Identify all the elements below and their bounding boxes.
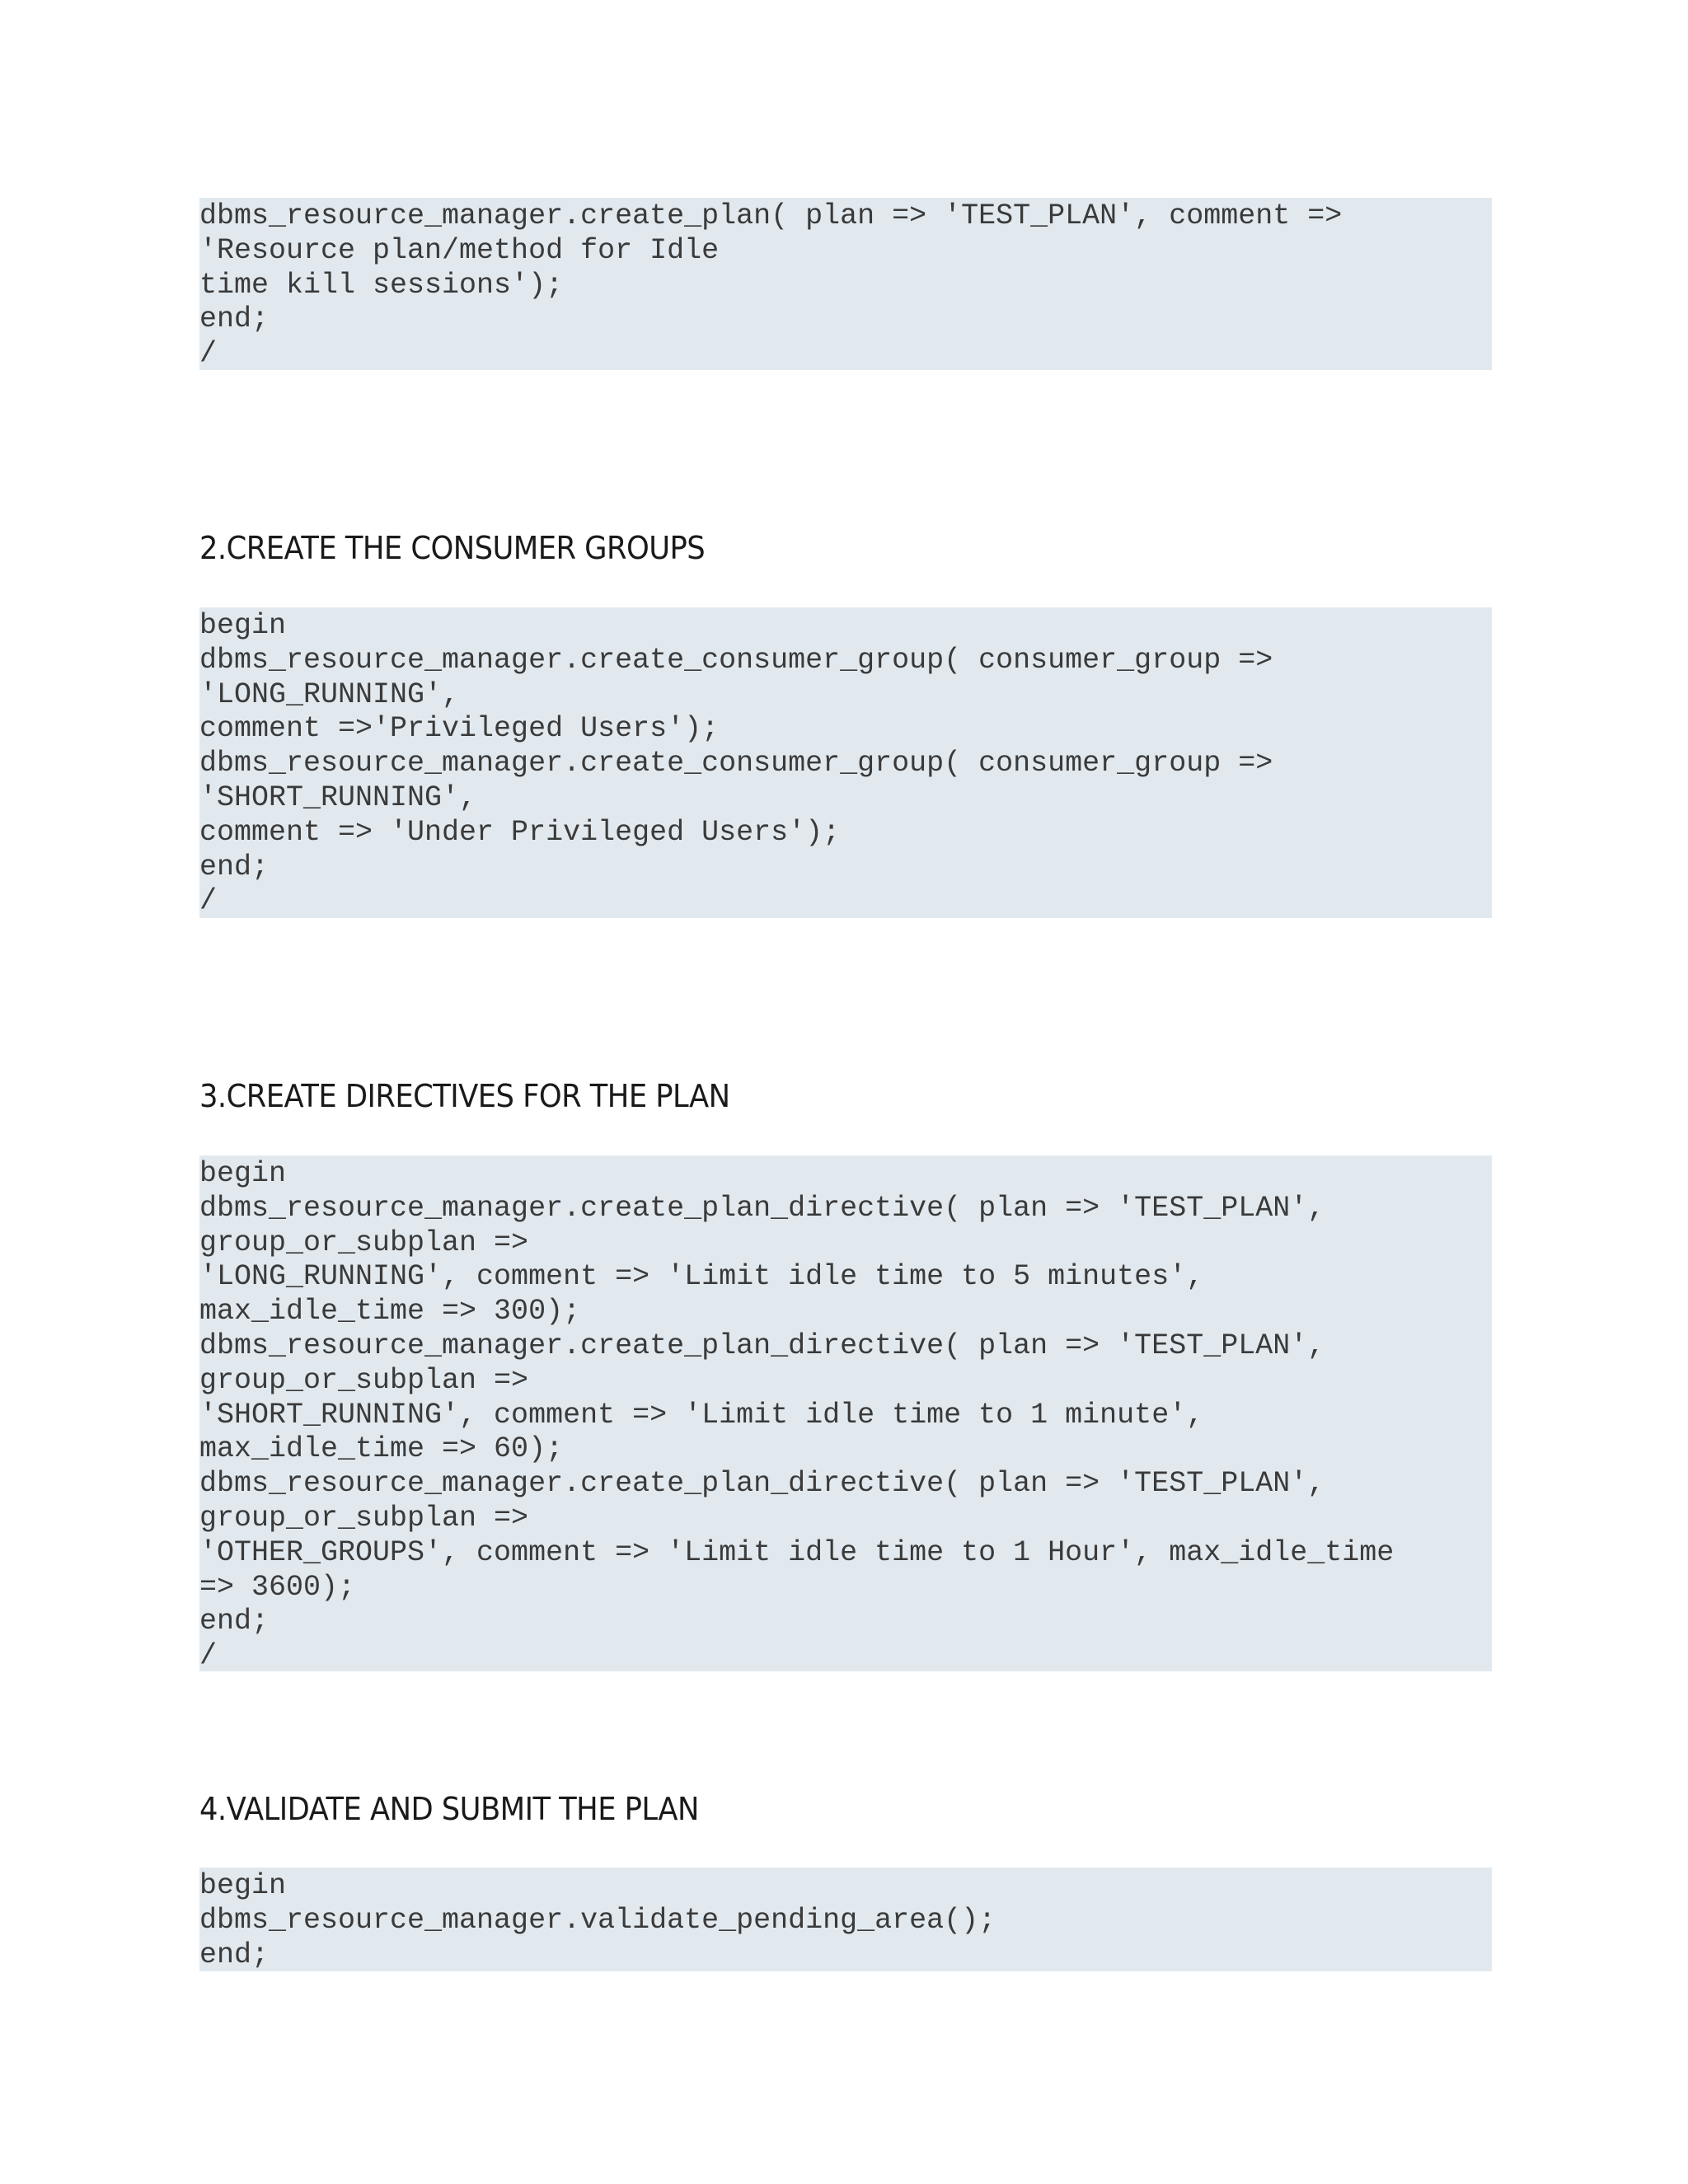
code-line: dbms_resource_manager.create_plan_directive( plan => 'TEST_PLAN', xyxy=(199,1467,1325,1501)
code-line: end; xyxy=(199,1605,270,1638)
code-line: 'Resource plan/method for Idle xyxy=(199,233,720,267)
code-line: / xyxy=(199,337,218,371)
code-line: end; xyxy=(199,1938,270,1971)
code-block-plan-directives xyxy=(199,1155,1492,1671)
code-line: max_idle_time => 60); xyxy=(199,1432,564,1466)
code-line: max_idle_time => 300); xyxy=(199,1295,581,1329)
code-line: comment => 'Under Privileged Users'); xyxy=(199,815,841,849)
code-block-validate xyxy=(199,1868,1492,1971)
code-line: begin xyxy=(199,1157,287,1190)
code-line: group_or_subplan => xyxy=(199,1363,529,1397)
code-block-consumer-groups xyxy=(199,607,1492,918)
section-heading-consumer-groups: 2.CREATE THE CONSUMER GROUPS xyxy=(199,530,706,566)
code-line: 'LONG_RUNNING', comment => 'Limit idle time to 5 minutes', xyxy=(199,1260,1204,1294)
code-line: time kill sessions'); xyxy=(199,268,564,302)
code-line: dbms_resource_manager.create_plan_directive( plan => 'TEST_PLAN', xyxy=(199,1191,1325,1225)
code-line: group_or_subplan => xyxy=(199,1226,529,1259)
code-line: end; xyxy=(199,302,270,336)
code-line: / xyxy=(199,884,218,918)
code-line: comment =>'Privileged Users'); xyxy=(199,712,720,746)
code-line: end; xyxy=(199,850,270,883)
code-line: begin xyxy=(199,1869,287,1902)
code-line: dbms_resource_manager.validate_pending_area(); xyxy=(199,1903,996,1937)
code-line: dbms_resource_manager.create_plan( plan => 'TEST_PLAN', comment => xyxy=(199,199,1343,232)
code-line: 'SHORT_RUNNING', comment => 'Limit idle time to 1 minute', xyxy=(199,1398,1204,1432)
code-line: begin xyxy=(199,609,287,642)
code-line: dbms_resource_manager.create_plan_directive( plan => 'TEST_PLAN', xyxy=(199,1329,1325,1362)
section-heading-validate-submit: 4.VALIDATE AND SUBMIT THE PLAN xyxy=(199,1791,699,1827)
code-line: / xyxy=(199,1639,218,1673)
section-heading-directives: 3.CREATE DIRECTIVES FOR THE PLAN xyxy=(199,1078,730,1114)
code-line: 'OTHER_GROUPS', comment => 'Limit idle time to 1 Hour', max_idle_time xyxy=(199,1535,1395,1569)
code-block-create-plan xyxy=(199,198,1492,370)
code-line: 'SHORT_RUNNING', xyxy=(199,780,477,814)
code-line: 'LONG_RUNNING', xyxy=(199,677,460,711)
code-line: => 3600); xyxy=(199,1570,356,1604)
code-line: dbms_resource_manager.create_consumer_group( consumer_group => xyxy=(199,643,1273,677)
code-line: group_or_subplan => xyxy=(199,1501,529,1535)
code-line: dbms_resource_manager.create_consumer_group( consumer_group => xyxy=(199,747,1273,780)
